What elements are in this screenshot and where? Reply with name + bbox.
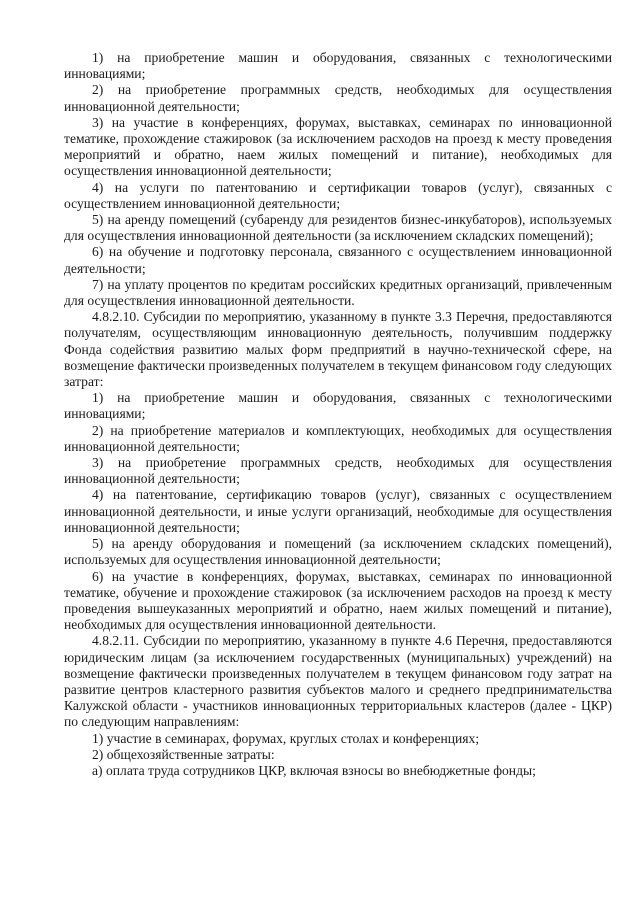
section-paragraph: 4.8.2.10. Субсидии по мероприятию, указанному в пункте 3.3 Перечня, предоставляются получателям, осуществляющим инновационную деятельность, получившим поддержку Фонда содействия развитию малых форм предприятий в научно-технической сфере, на возмещение фактически произведенных получателем в текущем финансовом году следующих затрат:	[64, 309, 612, 390]
list-item: 5) на аренду помещений (субаренду для резидентов бизнес-инкубаторов), используемых для осуществления инновационной деятельности (за исключением складских помещений);	[64, 212, 612, 244]
list-item: 1) на приобретение машин и оборудования, связанных с технологическими инновациями;	[64, 50, 612, 82]
list-item: 3) на участие в конференциях, форумах, выставках, семинарах по инновационной тематике, прохождение стажировок (за исключением расходов на проезд к месту проведения мероприятий и обратно, наем жилых помещений и питание), необходимых для осуществления инновационной деятельности;	[64, 114, 612, 179]
list-item: 1) участие в семинарах, форумах, круглых столах и конференциях;	[92, 730, 480, 746]
list-item: 6) на обучение и подготовку персонала, связанного с осуществлением инновационной деятельности;	[64, 244, 612, 276]
section-paragraph: 4.8.2.11. Субсидии по мероприятию, указанному в пункте 4.6 Перечня, предоставляются юридическим лицам (за исключением государственных (муниципальных) учреждений) на возмещение фактически произведенных получателем в текущем финансовом году затрат на развитие центров кластерного развития субъектов малого и среднего предпринимательства Калужской области - участников инновационных территориальных кластеров (далее - ЦКР) по следующим направлениям:	[64, 633, 612, 730]
list-item: 7) на уплату процентов по кредитам российских кредитных организаций, привлеченным для осуществления инновационной деятельности.	[64, 276, 612, 309]
list-item: 3) на приобретение программных средств, необходимых для осуществления инновационной деятельности;	[64, 455, 612, 487]
list-item: 5) на аренду оборудования и помещений (за исключением складских помещений), используемых для осуществления инновационной деятельности;	[64, 536, 612, 568]
list-item: 6) на участие в конференциях, форумах, выставках, семинарах по инновационной тематике, обучение и прохождение стажировок (за исключением расходов на проезд к месту проведения вышеуказанных мероприятий и обратно, наем жилых помещений и питание), необходимых для осуществления инновационной деятельности.	[64, 568, 612, 633]
list-item: 4) на патентование, сертификацию товаров (услуг), связанных с осуществлением инновационной деятельности, и иные услуги организаций, необходимые для осуществления инновационной деятельности;	[64, 487, 612, 535]
list-item: а) оплата труда сотрудников ЦКР, включая взносы во внебюджетные фонды;	[92, 762, 536, 778]
list-item: 2) на приобретение программных средств, необходимых для осуществления инновационной деятельности;	[64, 82, 612, 114]
list-item: 2) на приобретение материалов и комплектующих, необходимых для осуществления инновационной деятельности;	[64, 422, 612, 454]
list-item: 1) на приобретение машин и оборудования, связанных с технологическими инновациями;	[64, 390, 612, 422]
document-page	[64, 50, 612, 779]
list-item: 2) общехозяйственные затраты:	[92, 746, 275, 762]
list-item: 4) на услуги по патентованию и сертификации товаров (услуг), связанных с осуществлением инновационной деятельности;	[64, 179, 612, 211]
